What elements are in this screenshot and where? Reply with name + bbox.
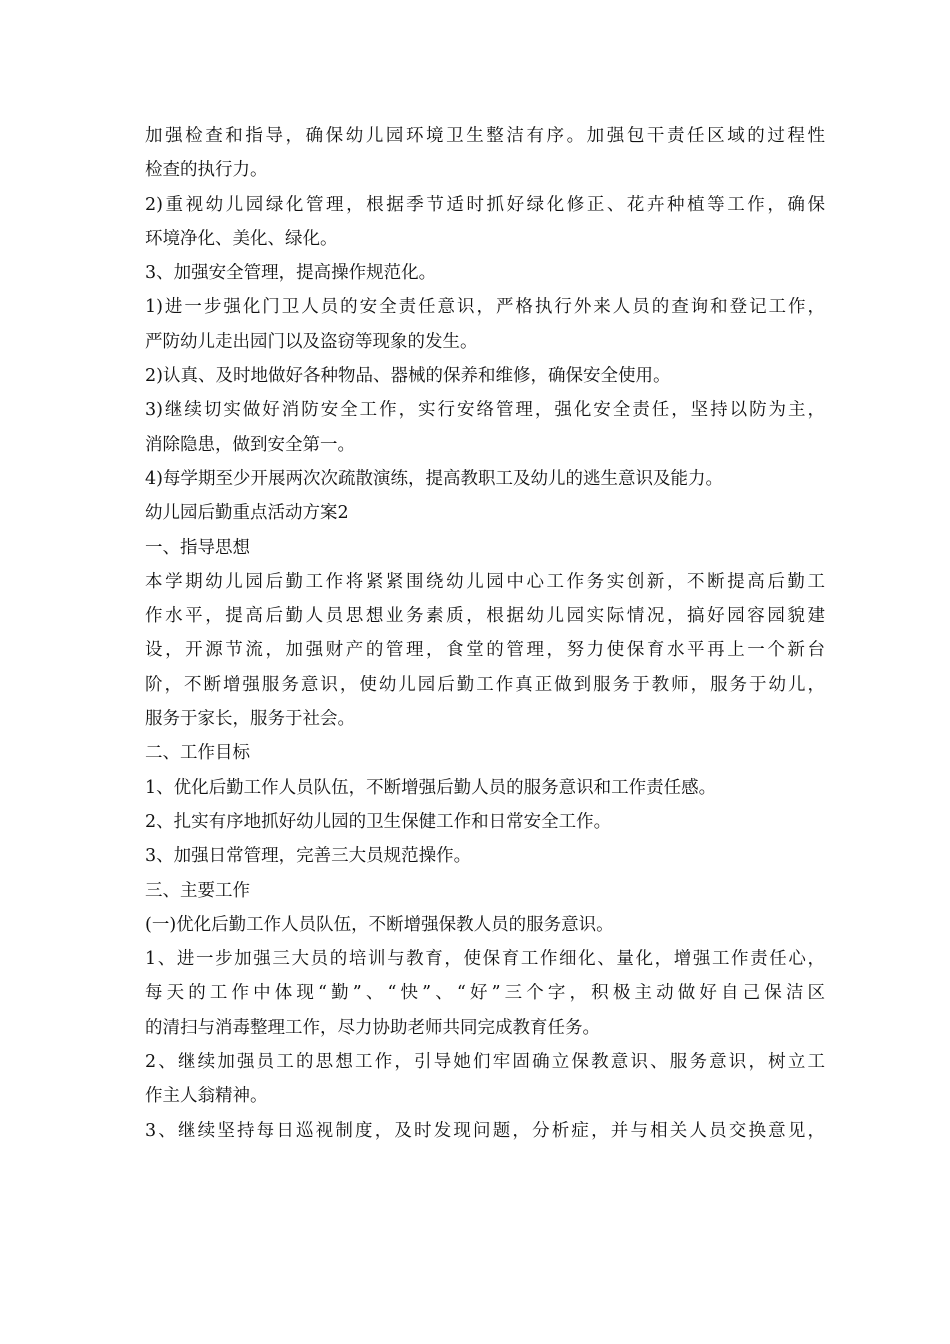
text-line: 环境净化、美化、绿化。	[145, 228, 338, 249]
text-line: (一)优化后勤工作人员队伍，不断增强保教人员的服务意识。	[145, 914, 614, 935]
text-line: 本学期幼儿园后勤工作将紧紧围绕幼儿园中心工作务实创新，不断提高后勤工	[145, 571, 825, 592]
text-line: 3、加强日常管理，完善三大员规范操作。	[145, 846, 472, 867]
text-line: 3、继续坚持每日巡视制度，及时发现问题，分析症，并与相关人员交换意见，	[145, 1120, 825, 1141]
text-line: 3、加强安全管理，提高操作规范化。	[145, 263, 437, 284]
text-line: 幼儿园后勤重点活动方案2	[145, 503, 349, 524]
text-line: 2)重视幼儿园绿化管理，根据季节适时抓好绿化修正、花卉种植等工作，确保	[145, 194, 825, 215]
text-line: 2、扎实有序地抓好幼儿园的卫生保健工作和日常安全工作。	[145, 811, 612, 832]
text-line: 设，开源节流，加强财产的管理，食堂的管理，努力使保育水平再上一个新台	[145, 640, 825, 661]
text-line: 作水平，提高后勤人员思想业务素质，根据幼儿园实际情况，搞好园容园貌建	[145, 606, 825, 627]
text-line: 阶，不断增强服务意识，使幼儿园后勤工作真正做到服务于教师，服务于幼儿，	[145, 674, 825, 695]
document-body	[145, 119, 825, 1148]
text-line: 一、指导思想	[145, 537, 250, 558]
text-line: 严防幼儿走出园门以及盗窃等现象的发生。	[145, 331, 478, 352]
text-line: 加强检查和指导，确保幼儿园环境卫生整洁有序。加强包干责任区域的过程性	[145, 126, 825, 146]
text-line: 每天的工作中体现“勤”、“快”、“好”三个字，积极主动做好自己保洁区	[145, 983, 825, 1004]
text-line: 1、进一步加强三大员的培训与教育，使保育工作细化、量化，增强工作责任心，	[145, 949, 825, 970]
text-line: 1、优化后勤工作人员队伍，不断增强后勤人员的服务意识和工作责任感。	[145, 777, 717, 798]
text-line: 的清扫与消毒整理工作，尽力协助老师共同完成教育任务。	[145, 1017, 600, 1038]
text-line: 4)每学期至少开展两次次疏散演练，提高教职工及幼儿的逃生意识及能力。	[145, 468, 723, 489]
text-line: 服务于家长，服务于社会。	[145, 709, 355, 730]
text-line: 二、工作目标	[145, 743, 250, 764]
text-line: 消除隐患，做到安全第一。	[145, 434, 355, 455]
text-line: 2、继续加强员工的思想工作，引导她们牢固确立保教意识、服务意识，树立工	[145, 1052, 825, 1073]
text-line: 2)认真、及时地做好各种物品、器械的保养和维修，确保安全使用。	[145, 366, 671, 387]
text-line: 作主人翁精神。	[145, 1086, 268, 1107]
text-line: 检查的执行力。	[145, 160, 268, 181]
text-line: 三、主要工作	[145, 880, 250, 901]
text-line: 3)继续切实做好消防安全工作，实行安络管理，强化安全责任，坚持以防为主，	[145, 400, 825, 421]
text-line: 1)进一步强化门卫人员的安全责任意识，严格执行外来人员的查询和登记工作，	[145, 297, 825, 318]
